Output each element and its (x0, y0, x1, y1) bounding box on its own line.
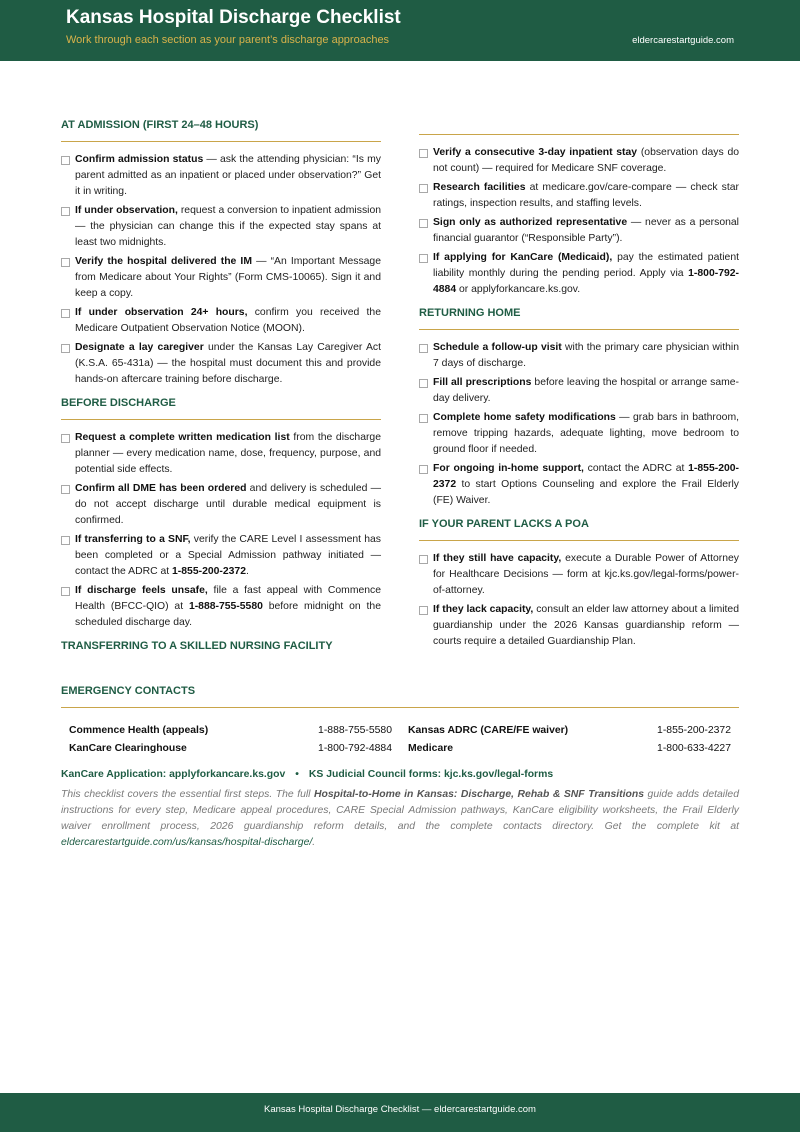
checklist-item-title: Fill all prescriptions (433, 377, 532, 388)
emergency-contacts-heading: EMERGENCY CONTACTS (61, 685, 196, 697)
checklist-item-text: consult an elder law attorney about a limited guardianship under the 2026 Kansas guardianship reform — courts require a detailed Guardianship Plan. (433, 604, 739, 647)
checkbox[interactable] (61, 587, 70, 596)
section-divider (419, 329, 739, 330)
contact-number[interactable]: 1-888-755-5580 (318, 725, 392, 736)
footnote-text: guide adds detailed instructions for every step, Medicare appeal procedures, CARE Special Admission pathways, KanCare eligibility worksheets, the Frail Elderly waiver enrollment process, 2026 guardianship reform details, and the complete contacts directory. Get the complete kit at (61, 789, 739, 832)
checklist-item-text: execute a Durable Power of Attorney for Healthcare Decisions — form at kjc.ks.gov/legal-forms/power-of-attorney. (433, 553, 739, 596)
footnote-end: . (312, 837, 316, 848)
checkbox[interactable] (61, 485, 70, 494)
checklist-item-text: — grab bars in bathroom, remove tripping hazards, adequate lighting, move bedroom to ground floor if needed. (433, 412, 739, 455)
checkbox[interactable] (61, 309, 70, 318)
contact-number[interactable]: 1-800-633-4227 (657, 743, 731, 754)
checklist-item (419, 215, 739, 247)
checklist-item (419, 145, 739, 177)
checklist-item (419, 250, 739, 298)
checkbox[interactable] (419, 555, 428, 564)
checklist-item-title: If applying for KanCare (Medicaid), (433, 252, 613, 263)
checklist-section (61, 118, 381, 388)
checklist-item-title: Designate a lay caregiver (75, 342, 204, 353)
section-heading: AT ADMISSION (FIRST 24–48 HOURS) (61, 119, 259, 131)
phone-number: 1-855-200-2372 (433, 463, 739, 490)
checklist-item-text: before midnight on the scheduled discharge day. (75, 601, 381, 628)
checkbox[interactable] (61, 258, 70, 267)
checklist-item-title: Research facilities (433, 182, 526, 193)
checkbox[interactable] (419, 344, 428, 353)
checklist-item-text: contact the ADRC at (583, 463, 689, 474)
checkbox[interactable] (419, 149, 428, 158)
footnote (61, 787, 739, 851)
checklist-item (419, 375, 739, 407)
checkbox[interactable] (419, 254, 428, 263)
checkbox[interactable] (419, 379, 428, 388)
checkbox[interactable] (419, 184, 428, 193)
contact-number[interactable]: 1-800-792-4884 (318, 743, 392, 754)
left-column (61, 118, 381, 661)
section-divider (61, 707, 739, 708)
page-title: Kansas Hospital Discharge Checklist (66, 7, 401, 28)
checklist-item-title: For ongoing in-home support, (433, 463, 584, 474)
checkbox[interactable] (419, 219, 428, 228)
checklist-item-text: confirm you received the Medicare Outpatient Observation Notice (MOON). (75, 307, 381, 334)
checklist-item-text: at medicare.gov/care-compare — check star ratings, inspection results, and staffing levels. (433, 182, 739, 209)
contacts-row (61, 722, 739, 740)
page-subtitle: Work through each section as your parent’s discharge approaches (66, 34, 390, 46)
checklist-item (61, 152, 381, 200)
contact-name: Kansas ADRC (CARE/FE waiver) (408, 725, 569, 736)
contact-number[interactable]: 1-855-200-2372 (657, 725, 731, 736)
section-heading: IF YOUR PARENT LACKS A POA (419, 518, 589, 530)
phone-number: 1-855-200-2372 (172, 566, 246, 577)
checklist-item (419, 551, 739, 599)
checklist-section (419, 134, 739, 298)
checklist-section (419, 517, 739, 650)
guide-url-link[interactable]: eldercarestartguide.com/us/kansas/hospital-discharge/ (61, 837, 313, 848)
checkbox[interactable] (61, 207, 70, 216)
contact-name: Medicare (408, 743, 454, 754)
checkbox[interactable] (61, 344, 70, 353)
resource-links (61, 769, 739, 780)
checklist (419, 145, 739, 298)
judicial-council-forms-link[interactable]: KS Judicial Council forms: kjc.ks.gov/legal-forms (308, 769, 554, 780)
checklist-item-text: to start Options Counseling and explore the Frail Elderly (FE) Waiver. (433, 479, 739, 506)
right-column (419, 118, 739, 658)
checklist (419, 340, 739, 509)
checkbox[interactable] (61, 536, 70, 545)
phone-number: 1-888-755-5580 (188, 601, 263, 612)
checkbox[interactable] (61, 434, 70, 443)
checklist-item-text: under the Kansas Lay Caregiver Act (K.S.A. 65-431a) — the hospital must document this and provide hands-on aftercare training before discharge. (75, 342, 381, 385)
checklist-item-text: . (245, 566, 249, 577)
checklist-item (419, 180, 739, 212)
checklist-item-text: from the discharge planner — every medication name, dose, frequency, purpose, and potential side effects. (75, 432, 381, 475)
checklist-item (61, 203, 381, 251)
checklist-item-text: request a conversion to inpatient admission — the physician can change this if the expected stay spans at least two midnights. (75, 205, 381, 248)
checklist-item (61, 430, 381, 478)
checklist-item-title: Request a complete written medication list (75, 432, 290, 443)
page-header (0, 0, 800, 61)
checklist-item (419, 410, 739, 458)
section-divider (419, 540, 739, 541)
checklist-item-title: If discharge feels unsafe, (75, 585, 208, 596)
checklist-item (61, 532, 381, 580)
kancare-application-link[interactable]: KanCare Application: applyforkancare.ks.gov (61, 769, 286, 780)
checklist-item-text: — never as a personal financial guarantor (“Responsible Party”). (433, 217, 739, 244)
phone-number: 1-800-792-4884 (433, 268, 739, 295)
checklist-item-text: and delivery is scheduled — do not accept discharge until durable medical equipment is confirmed. (75, 483, 381, 526)
section-divider (61, 419, 381, 420)
checkbox[interactable] (419, 414, 428, 423)
contacts-row (61, 740, 739, 758)
section-heading: TRANSFERRING TO A SKILLED NURSING FACILITY (61, 640, 333, 652)
checklist-item-text: with the primary care physician within 7 days of discharge. (433, 342, 739, 369)
checklist-item-title: Complete home safety modifications (433, 412, 616, 423)
checklist (61, 430, 381, 631)
checklist (419, 551, 739, 650)
link-separator: • (295, 769, 299, 780)
checklist-item-title: Confirm admission status (75, 154, 204, 165)
checklist-item (419, 340, 739, 372)
checkbox[interactable] (61, 156, 70, 165)
checklist-item-text: or applyforkancare.ks.gov. (456, 284, 581, 295)
checklist-item-title: If they still have capacity, (433, 553, 562, 564)
footnote-text: This checklist covers the essential first steps. The full (61, 789, 315, 800)
checklist-item-text: pay the estimated patient liability monthly during the pending period. Apply via (433, 252, 739, 279)
section-divider (61, 141, 381, 142)
checklist-item-text: verify the CARE Level I assessment has been completed or a Special Admission pathway initiated — contact the ADRC at (75, 534, 382, 577)
checklist-item (61, 254, 381, 302)
checklist-item (419, 461, 739, 509)
checklist-item-text: file a fast appeal with Commence Health (BFCC-QIO) at (75, 585, 382, 612)
checklist-item (419, 602, 739, 650)
checklist-item (61, 481, 381, 529)
checkbox[interactable] (419, 465, 428, 474)
checklist-item-title: If transferring to a SNF, (75, 534, 191, 545)
checklist-item-title: Schedule a follow-up visit (433, 342, 562, 353)
checklist-item (61, 583, 381, 631)
checklist-section (61, 396, 381, 631)
checklist-section (61, 639, 381, 653)
checklist-item-title: Verify the hospital delivered the IM (75, 256, 252, 267)
checklist-item-title: Sign only as authorized representative (433, 217, 628, 228)
checklist-item (61, 305, 381, 337)
section-heading: BEFORE DISCHARGE (61, 397, 176, 409)
checklist-item (61, 340, 381, 388)
checklist-item-title: Confirm all DME has been ordered (75, 483, 247, 494)
checkbox[interactable] (419, 606, 428, 615)
footer-text: Kansas Hospital Discharge Checklist — eldercarestartguide.com (264, 1104, 536, 1115)
contact-name: Commence Health (appeals) (69, 725, 209, 736)
contact-name: KanCare Clearinghouse (69, 743, 187, 754)
guide-title: Hospital-to-Home in Kansas: Discharge, Rehab & SNF Transitions (314, 789, 645, 800)
checklist-item-title: Verify a consecutive 3-day inpatient stay (433, 147, 638, 158)
checklist-item-text: — ask the attending physician: “Is my parent admitted as an inpatient or placed under observation?” Get it in writing. (75, 154, 381, 197)
header-site-link[interactable]: eldercarestartguide.com (632, 35, 734, 46)
checklist-item-text: before leaving the hospital or arrange same-day delivery. (433, 377, 739, 404)
checklist-section (419, 306, 739, 509)
section-divider (419, 134, 739, 135)
checklist (61, 152, 381, 388)
checklist-item-title: If they lack capacity, (433, 604, 534, 615)
checklist-item-title: If under observation 24+ hours, (75, 307, 248, 318)
emergency-contacts-section (61, 684, 739, 851)
page-footer (0, 1093, 800, 1132)
contacts-table (61, 722, 739, 758)
checklist-item-text: — “An Important Message from Medicare about Your Rights” (Form CMS-10065). Sign it and keep a copy. (75, 256, 381, 299)
checklist-item-text: (observation days do not count) — required for Medicare SNF coverage. (433, 147, 739, 174)
checklist-item-title: If under observation, (75, 205, 178, 216)
section-heading: RETURNING HOME (419, 307, 521, 319)
